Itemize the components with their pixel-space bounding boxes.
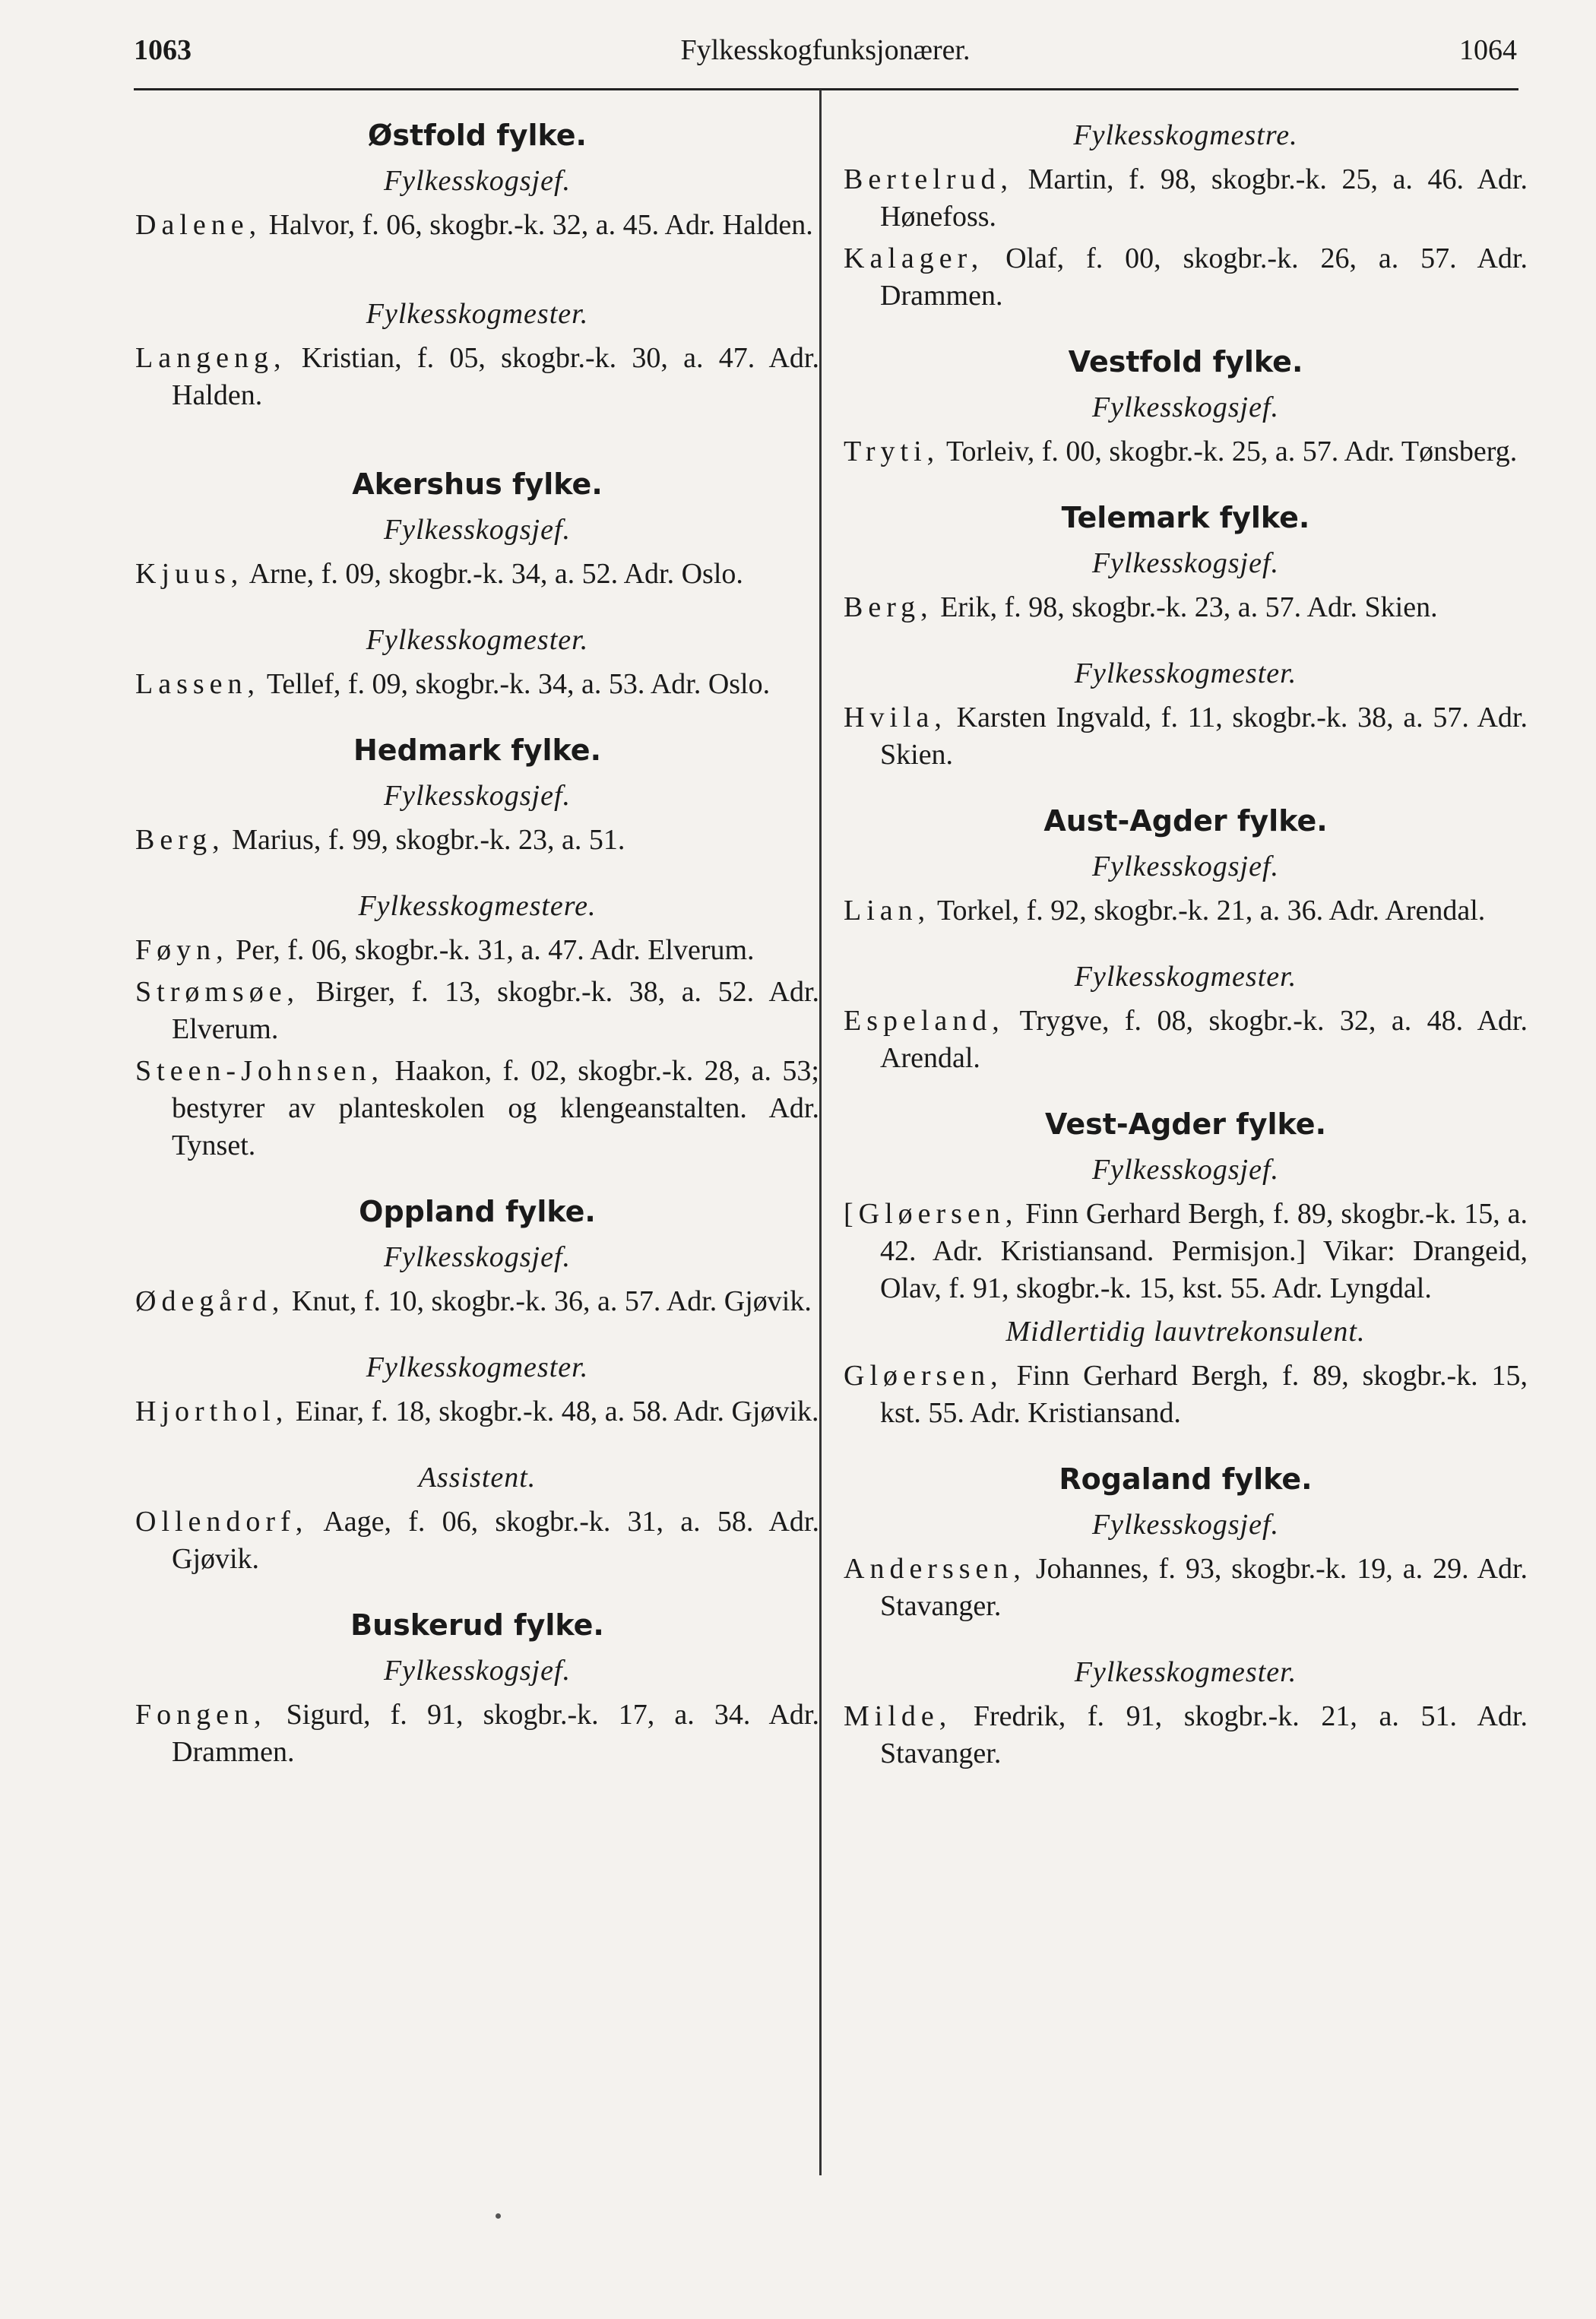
person-entry	[135, 1696, 819, 1771]
role-heading: Fylkesskogmestere.	[358, 890, 597, 922]
person-entry	[135, 340, 819, 414]
person-entry	[135, 1283, 819, 1320]
person-entry	[135, 1393, 819, 1430]
person-surname: Gløersen,	[844, 1360, 1003, 1392]
person-surname: Lassen,	[135, 668, 261, 700]
person-surname: Anderssen,	[844, 1553, 1026, 1585]
person-details: Arne, f. 09, skogbr.-k. 34, a. 52. Adr. Oslo.	[243, 558, 743, 590]
person-details: Aage, f. 06, skogbr.-k. 31, a. 58. Adr. Gjøvik.	[172, 1506, 819, 1575]
person-entry	[135, 1053, 819, 1164]
county-heading: Buskerud fylke.	[350, 1608, 604, 1642]
person-surname: Ollendorf,	[135, 1506, 309, 1538]
person-entry	[844, 1551, 1528, 1625]
role-heading: Fylkesskogmester.	[1074, 1656, 1297, 1688]
person-details: Kristian, f. 05, skogbr.-k. 30, a. 47. Adr. Halden.	[172, 342, 819, 411]
person-entry	[844, 699, 1528, 774]
person-surname: Fongen,	[135, 1699, 267, 1731]
person-entry	[135, 556, 819, 593]
role-heading: Fylkesskogsjef.	[383, 1655, 572, 1687]
person-details: Sigurd, f. 91, skogbr.-k. 17, a. 34. Adr. Drammen.	[172, 1699, 819, 1768]
person-details: Torkel, f. 92, skogbr.-k. 21, a. 36. Adr. Arendal.	[930, 895, 1486, 927]
person-details: Trygve, f. 08, skogbr.-k. 32, a. 48. Adr. Arendal.	[880, 1005, 1528, 1074]
role-heading: Fylkesskogmester.	[1074, 657, 1297, 689]
person-entry	[844, 892, 1528, 930]
role-heading: Fylkesskogmester.	[1074, 961, 1297, 993]
person-surname: Langeng,	[135, 342, 287, 374]
person-surname: Bertelrud,	[844, 163, 1014, 195]
person-surname: Kalager,	[844, 242, 984, 274]
person-details: Erik, f. 98, skogbr.-k. 23, a. 57. Adr. Skien.	[933, 591, 1438, 623]
person-surname: Milde,	[844, 1700, 952, 1732]
person-surname: Hvila,	[844, 702, 947, 733]
person-details: Tellef, f. 09, skogbr.-k. 34, a. 53. Adr. Oslo.	[260, 668, 771, 700]
person-surname: Ødegård,	[135, 1285, 285, 1317]
person-surname: Berg,	[135, 824, 225, 856]
page-title: Fylkesskogfunksjonærer.	[680, 34, 971, 66]
person-surname: Kjuus,	[135, 558, 244, 590]
person-entry	[844, 240, 1528, 315]
person-details: Martin, f. 98, skogbr.-k. 25, a. 46. Adr. Hønefoss.	[880, 163, 1528, 233]
person-entry	[844, 1003, 1528, 1077]
role-heading: Fylkesskogsjef.	[383, 165, 572, 197]
role-heading: Fylkesskogmester.	[366, 624, 589, 656]
role-heading: Fylkesskogmestre.	[1073, 119, 1298, 151]
left-column	[135, 114, 819, 1771]
page-header	[134, 26, 1517, 71]
person-surname: [Gløersen,	[844, 1198, 1018, 1230]
person-details: Karsten Ingvald, f. 11, skogbr.-k. 38, a. 57. Adr. Skien.	[880, 702, 1528, 771]
role-heading: Midlertidig lauvtrekonsulent.	[1005, 1316, 1366, 1348]
person-details: Haakon, f. 02, skogbr.-k. 28, a. 53; bestyrer av planteskolen og klengeanstalten. Adr. Tynset.	[172, 1055, 819, 1161]
county-heading: Rogaland fylke.	[1059, 1462, 1313, 1496]
person-entry	[844, 433, 1528, 470]
column-divider	[819, 90, 822, 2175]
person-details: Olaf, f. 00, skogbr.-k. 26, a. 57. Adr. Drammen.	[880, 242, 1528, 312]
role-heading: Fylkesskogsjef.	[1091, 1509, 1280, 1541]
county-heading: Vest-Agder fylke.	[1045, 1107, 1326, 1141]
role-heading: Fylkesskogmester.	[366, 1351, 589, 1383]
county-heading: Akershus fylke.	[352, 467, 603, 501]
person-entry	[135, 207, 819, 244]
person-surname: Føyn,	[135, 934, 229, 966]
person-details: Torleiv, f. 00, skogbr.-k. 25, a. 57. Adr. Tønsberg.	[939, 436, 1518, 467]
ink-speck	[496, 2213, 501, 2219]
role-heading: Fylkesskogsjef.	[1091, 391, 1280, 423]
person-entry	[135, 1503, 819, 1578]
person-surname: Dalene,	[135, 209, 262, 241]
role-heading: Fylkesskogsjef.	[383, 1241, 572, 1273]
page-number-right: 1064	[1459, 34, 1517, 66]
person-entry	[844, 1358, 1528, 1432]
person-details: Finn Gerhard Bergh, f. 89, skogbr.-k. 15, kst. 55. Adr. Kristiansand.	[880, 1360, 1528, 1429]
role-heading: Assistent.	[418, 1462, 537, 1494]
person-surname: Strømsøe,	[135, 976, 300, 1008]
county-heading: Hedmark fylke.	[353, 733, 602, 767]
person-surname: Tryti,	[844, 436, 940, 467]
role-heading: Fylkesskogmester.	[366, 298, 589, 330]
person-entry	[135, 932, 819, 969]
person-surname: Berg,	[844, 591, 933, 623]
person-details: Johannes, f. 93, skogbr.-k. 19, a. 29. Adr. Stavanger.	[880, 1553, 1528, 1622]
person-entry	[135, 822, 819, 859]
county-heading: Østfold fylke.	[368, 119, 587, 152]
person-entry	[135, 974, 819, 1048]
person-entry	[844, 1196, 1528, 1307]
person-surname: Hjorthol,	[135, 1396, 289, 1427]
role-heading: Fylkesskogsjef.	[1091, 851, 1280, 882]
person-details: Halvor, f. 06, skogbr.-k. 32, a. 45. Adr. Halden.	[261, 209, 813, 241]
county-heading: Aust-Agder fylke.	[1043, 804, 1328, 838]
person-surname: Lian,	[844, 895, 931, 927]
person-surname: Espeland,	[844, 1005, 1005, 1037]
person-entry	[844, 161, 1528, 236]
person-details: Per, f. 06, skogbr.-k. 31, a. 47. Adr. Elverum.	[228, 934, 755, 966]
role-heading: Fylkesskogsjef.	[1091, 1154, 1280, 1186]
person-details: Marius, f. 99, skogbr.-k. 23, a. 51.	[224, 824, 625, 856]
page-number-left: 1063	[134, 34, 192, 66]
county-heading: Vestfold fylke.	[1068, 345, 1303, 379]
person-entry	[135, 666, 819, 703]
person-details: Birger, f. 13, skogbr.-k. 38, a. 52. Adr. Elverum.	[172, 976, 819, 1045]
person-surname: Steen-Johnsen,	[135, 1055, 385, 1087]
person-details: Knut, f. 10, skogbr.-k. 36, a. 57. Adr. Gjøvik.	[284, 1285, 812, 1317]
role-heading: Fylkesskogsjef.	[1091, 547, 1280, 579]
person-details: Einar, f. 18, skogbr.-k. 48, a. 58. Adr. Gjøvik.	[288, 1396, 819, 1427]
person-details: Finn Gerhard Bergh, f. 89, skogbr.-k. 15, a. 42. Adr. Kristiansand. Permisjon.] Vikar: Drangeid, Olav, f. 91, skogbr.-k. 15, kst. 55. Adr. Lyngdal.	[880, 1198, 1528, 1304]
person-entry	[844, 589, 1528, 626]
person-details: Fredrik, f. 91, skogbr.-k. 21, a. 51. Adr. Stavanger.	[880, 1700, 1528, 1769]
right-column	[844, 114, 1528, 1773]
role-heading: Fylkesskogsjef.	[383, 514, 572, 546]
role-heading: Fylkesskogsjef.	[383, 780, 572, 812]
header-rule	[134, 88, 1518, 90]
county-heading: Oppland fylke.	[359, 1195, 596, 1228]
county-heading: Telemark fylke.	[1061, 501, 1310, 534]
person-entry	[844, 1698, 1528, 1773]
